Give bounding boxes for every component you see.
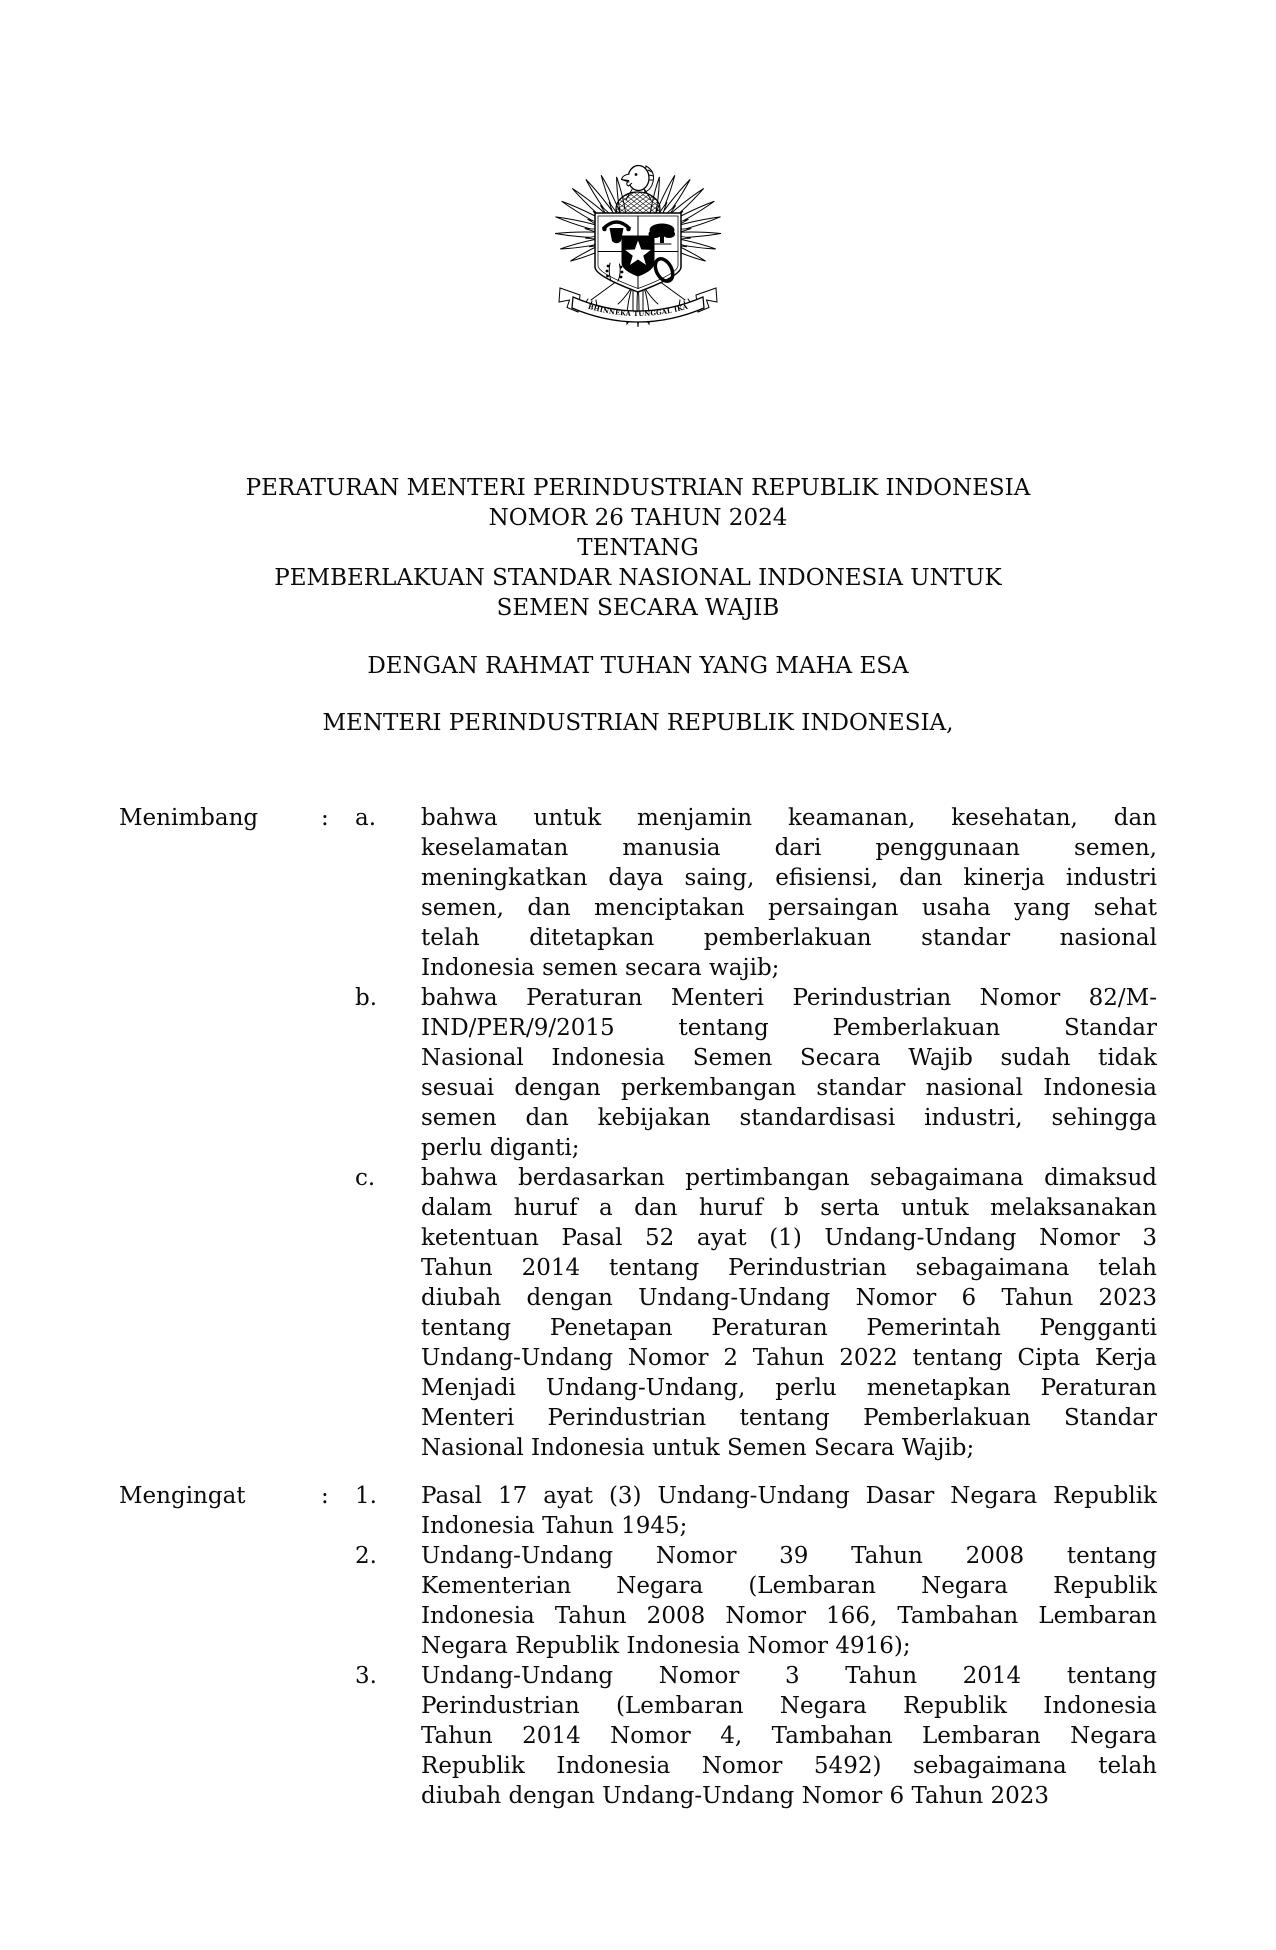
- item-marker: [355, 1043, 421, 1073]
- doc-row: [119, 1043, 1157, 1073]
- doc-row: [119, 923, 1157, 953]
- doc-row: [119, 1073, 1157, 1103]
- section-label: [119, 1751, 321, 1781]
- body-line: Menteri Perindustrian tentang Pemberlakuan Standar: [421, 1405, 1157, 1431]
- preamble-sections: [119, 803, 1157, 1811]
- item-marker: 1.: [355, 1483, 377, 1509]
- section-colon: [321, 983, 355, 1013]
- section-label: [119, 1571, 321, 1601]
- body-line: Tahun 2014 Nomor 4, Tambahan Lembaran Negara: [421, 1723, 1157, 1749]
- item-marker: [355, 1103, 421, 1133]
- section-label: [119, 1433, 321, 1463]
- item-marker: [355, 1133, 421, 1163]
- section-colon: [321, 833, 355, 863]
- body-line: semen, dan menciptakan persaingan usaha yang sehat: [421, 895, 1157, 921]
- body-line: ketentuan Pasal 52 ayat (1) Undang-Undang Nomor 3: [421, 1225, 1157, 1251]
- section-label: [119, 1631, 321, 1661]
- item-marker: a.: [355, 805, 377, 831]
- item-marker: [355, 833, 421, 863]
- body-line: IND/PER/9/2015 tentang Pemberlakuan Standar: [421, 1015, 1157, 1041]
- item-marker: [355, 1781, 421, 1811]
- section-label: [119, 833, 321, 863]
- section-colon: [321, 1283, 355, 1313]
- doc-row: [119, 1283, 1157, 1313]
- section-colon: [321, 1661, 355, 1691]
- body-line: Republik Indonesia Nomor 5492) sebagaimana telah: [421, 1753, 1157, 1779]
- section-colon: [321, 1601, 355, 1631]
- body-line: meningkatkan daya saing, efisiensi, dan kinerja industri: [421, 865, 1157, 891]
- section-colon: :: [321, 805, 329, 831]
- section-label: [119, 1721, 321, 1751]
- item-marker: [355, 1631, 421, 1661]
- title-block: [0, 473, 1276, 623]
- body-line: Indonesia Tahun 1945;: [421, 1513, 688, 1539]
- body-line: Pasal 17 ayat (3) Undang-Undang Dasar Negara Republik: [421, 1483, 1157, 1509]
- item-marker: [355, 1601, 421, 1631]
- body-line: Menjadi Undang-Undang, perlu menetapkan Peraturan: [421, 1375, 1157, 1401]
- body-line: sesuai dengan perkembangan standar nasional Indonesia: [421, 1075, 1157, 1101]
- section-colon: [321, 893, 355, 923]
- star-shield-icon: [622, 236, 654, 276]
- body-line: Undang-Undang Nomor 39 Tahun 2008 tentang: [421, 1543, 1157, 1569]
- section-label: [119, 1043, 321, 1073]
- body-line: bahwa untuk menjamin keamanan, kesehatan, dan: [421, 805, 1157, 831]
- section-colon: [321, 1373, 355, 1403]
- doc-row: [119, 1781, 1157, 1811]
- garuda-pancasila-emblem: [553, 150, 723, 330]
- item-marker: [355, 1193, 421, 1223]
- section-label: [119, 893, 321, 923]
- doc-row: [119, 1193, 1157, 1223]
- doc-row: [119, 1373, 1157, 1403]
- tentang-line: TENTANG: [577, 535, 699, 561]
- section-colon: [321, 1721, 355, 1751]
- section-label: [119, 1661, 321, 1691]
- item-marker: [355, 1751, 421, 1781]
- section-colon: [321, 1133, 355, 1163]
- body-line: Undang-Undang Nomor 3 Tahun 2014 tentang: [421, 1663, 1157, 1689]
- doc-row: [119, 1751, 1157, 1781]
- section-label: [119, 1511, 321, 1541]
- body-line: bahwa berdasarkan pertimbangan sebagaimana dimaksud: [421, 1165, 1157, 1191]
- item-marker: [355, 1691, 421, 1721]
- section-label: [119, 1073, 321, 1103]
- section-colon: [321, 1631, 355, 1661]
- body-line: Indonesia Tahun 2008 Nomor 166, Tambahan Lembaran: [421, 1603, 1157, 1629]
- section-colon: [321, 1691, 355, 1721]
- section-label: [119, 1373, 321, 1403]
- item-marker: [355, 1283, 421, 1313]
- section-label: [119, 1403, 321, 1433]
- body-line: Nasional Indonesia Semen Secara Wajib sudah tidak: [421, 1045, 1157, 1071]
- doc-row: [119, 1691, 1157, 1721]
- body-line: diubah dengan Undang-Undang Nomor 6 Tahun 2023: [421, 1783, 1050, 1809]
- body-line: tentang Penetapan Peraturan Pemerintah Pengganti: [421, 1315, 1157, 1341]
- section-label: [119, 1343, 321, 1373]
- section-colon: [321, 1073, 355, 1103]
- doc-row: [119, 1013, 1157, 1043]
- doc-row: [119, 1571, 1157, 1601]
- section-label: [119, 1163, 321, 1193]
- body-line: Tahun 2014 tentang Perindustrian sebagaimana telah: [421, 1255, 1157, 1281]
- doc-row: [119, 1103, 1157, 1133]
- regulation-number-line: NOMOR 26 TAHUN 2024: [488, 505, 788, 531]
- section-label: Mengingat: [119, 1483, 246, 1509]
- item-marker: [355, 1253, 421, 1283]
- item-marker: c.: [355, 1165, 376, 1191]
- section-label: [119, 1013, 321, 1043]
- section-label: [119, 1691, 321, 1721]
- motto-text: BHINNEKA TUNGGAL IKA: [587, 302, 689, 319]
- item-marker: [355, 893, 421, 923]
- section-label: [119, 863, 321, 893]
- doc-row: [119, 1601, 1157, 1631]
- subject-line-2: SEMEN SECARA WAJIB: [496, 595, 780, 621]
- section-colon: [321, 1433, 355, 1463]
- section-colon: [321, 1403, 355, 1433]
- section-mengingat: [119, 1481, 1157, 1811]
- doc-row: [119, 983, 1157, 1013]
- section-colon: [321, 923, 355, 953]
- doc-row: [119, 1661, 1157, 1691]
- doc-row: [119, 1481, 1157, 1511]
- section-colon: [321, 1253, 355, 1283]
- body-line: telah ditetapkan pemberlakuan standar nasional: [421, 925, 1157, 951]
- item-marker: [355, 1223, 421, 1253]
- body-line: Negara Republik Indonesia Nomor 4916);: [421, 1633, 911, 1659]
- section-colon: [321, 863, 355, 893]
- section-label: [119, 1193, 321, 1223]
- body-line: dalam huruf a dan huruf b serta untuk melaksanakan: [421, 1195, 1157, 1221]
- section-colon: [321, 1103, 355, 1133]
- body-line: Perindustrian (Lembaran Negara Republik Indonesia: [421, 1693, 1157, 1719]
- body-line: Nasional Indonesia untuk Semen Secara Wajib;: [421, 1435, 975, 1461]
- doc-row: [119, 1403, 1157, 1433]
- section-label: [119, 1313, 321, 1343]
- body-line: perlu diganti;: [421, 1135, 580, 1161]
- doc-row: [119, 1721, 1157, 1751]
- item-marker: [355, 1721, 421, 1751]
- section-colon: [321, 1541, 355, 1571]
- item-marker: [355, 1433, 421, 1463]
- item-marker: [355, 1511, 421, 1541]
- doc-row: [119, 953, 1157, 983]
- body-line: bahwa Peraturan Menteri Perindustrian Nomor 82/M-: [421, 985, 1157, 1011]
- item-marker: [355, 1571, 421, 1601]
- doc-row: [119, 1631, 1157, 1661]
- item-marker: b.: [355, 985, 378, 1011]
- doc-row: [119, 1511, 1157, 1541]
- doc-row: [119, 1343, 1157, 1373]
- doc-row: [119, 1541, 1157, 1571]
- item-marker: [355, 1343, 421, 1373]
- section-colon: [321, 1511, 355, 1541]
- pancasila-shield: [595, 213, 681, 292]
- item-marker: [355, 923, 421, 953]
- item-marker: [355, 1403, 421, 1433]
- section-label: [119, 1253, 321, 1283]
- doc-row: [119, 1313, 1157, 1343]
- body-line: Kementerian Negara (Lembaran Negara Republik: [421, 1573, 1157, 1599]
- section-label: [119, 983, 321, 1013]
- item-marker: [355, 863, 421, 893]
- section-colon: [321, 1751, 355, 1781]
- subject-line-1: PEMBERLAKUAN STANDAR NASIONAL INDONESIA UNTUK: [274, 565, 1002, 591]
- section-colon: [321, 1013, 355, 1043]
- section-colon: [321, 1223, 355, 1253]
- section-label: [119, 1283, 321, 1313]
- body-line: semen dan kebijakan standardisasi industri, sehingga: [421, 1105, 1157, 1131]
- section-colon: [321, 1313, 355, 1343]
- section-colon: [321, 953, 355, 983]
- doc-row: [119, 1133, 1157, 1163]
- regulation-title-line: PERATURAN MENTERI PERINDUSTRIAN REPUBLIK INDONESIA: [245, 475, 1031, 501]
- body-line: keselamatan manusia dari penggunaan semen,: [421, 835, 1157, 861]
- item-marker: 2.: [355, 1543, 377, 1569]
- body-line: diubah dengan Undang-Undang Nomor 6 Tahun 2023: [421, 1285, 1157, 1311]
- section-colon: :: [321, 1483, 329, 1509]
- section-colon: [321, 1343, 355, 1373]
- section-colon: [321, 1193, 355, 1223]
- section-label: [119, 1601, 321, 1631]
- authority-line: MENTERI PERINDUSTRIAN REPUBLIK INDONESIA,: [322, 710, 954, 736]
- section-colon: [321, 1163, 355, 1193]
- section-label: [119, 923, 321, 953]
- invocation-line: DENGAN RAHMAT TUHAN YANG MAHA ESA: [367, 653, 909, 679]
- doc-row: [119, 1163, 1157, 1193]
- section-label: [119, 1781, 321, 1811]
- item-marker: [355, 1013, 421, 1043]
- doc-row: [119, 1253, 1157, 1283]
- item-marker: [355, 1073, 421, 1103]
- item-marker: [355, 1373, 421, 1403]
- doc-row: [119, 833, 1157, 863]
- section-label: [119, 1133, 321, 1163]
- doc-row: [119, 1433, 1157, 1463]
- section-menimbang: [119, 803, 1157, 1463]
- doc-row: [119, 803, 1157, 833]
- section-label: Menimbang: [119, 805, 259, 831]
- section-label: [119, 1223, 321, 1253]
- section-label: [119, 1541, 321, 1571]
- doc-row: [119, 1223, 1157, 1253]
- doc-row: [119, 863, 1157, 893]
- doc-row: [119, 893, 1157, 923]
- item-marker: [355, 1313, 421, 1343]
- body-line: Undang-Undang Nomor 2 Tahun 2022 tentang Cipta Kerja: [421, 1345, 1157, 1371]
- section-colon: [321, 1043, 355, 1073]
- section-label: [119, 953, 321, 983]
- section-colon: [321, 1571, 355, 1601]
- section-label: [119, 1103, 321, 1133]
- item-marker: 3.: [355, 1663, 377, 1689]
- body-line: Indonesia semen secara wajib;: [421, 955, 780, 981]
- item-marker: [355, 953, 421, 983]
- section-colon: [321, 1781, 355, 1811]
